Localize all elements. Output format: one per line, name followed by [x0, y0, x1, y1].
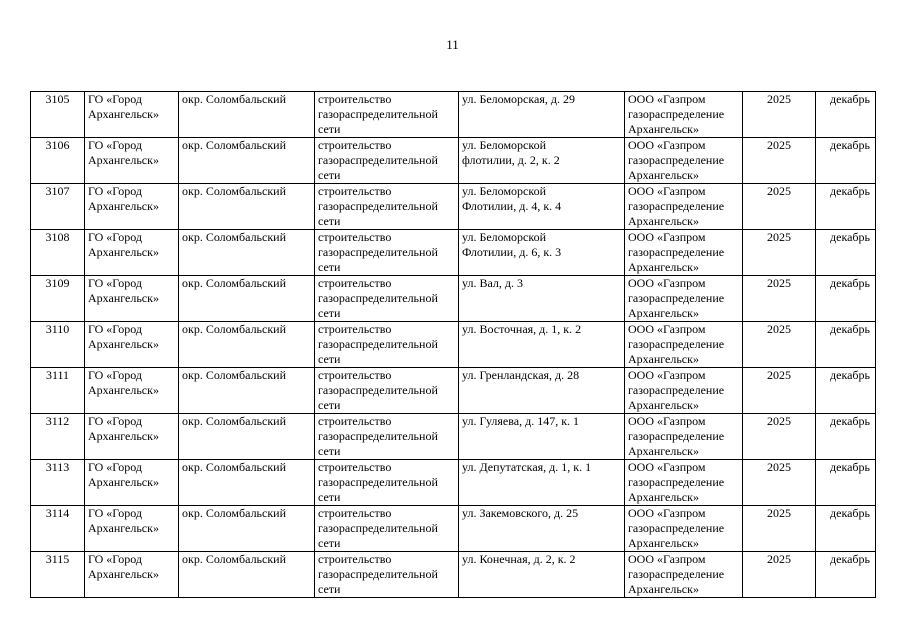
- district-cell: окр. Соломбальский: [179, 230, 315, 276]
- work-type-cell-line: сети: [318, 260, 341, 274]
- year-cell: 2025: [743, 276, 816, 322]
- row-number-cell: 3115: [31, 552, 85, 598]
- row-number-cell: 3114: [31, 506, 85, 552]
- work-type-cell-line: сети: [318, 214, 341, 228]
- organization-cell: [625, 184, 743, 230]
- municipality-cell: [85, 368, 179, 414]
- work-type-cell-line: строительство: [318, 414, 392, 428]
- address-cell: [459, 552, 625, 598]
- table-row: [31, 138, 876, 184]
- municipality-cell-line: ГО «Город: [88, 276, 142, 290]
- municipality-cell: [85, 506, 179, 552]
- work-type-cell-line: газораспределительной: [318, 199, 438, 213]
- year-cell: 2025: [743, 506, 816, 552]
- organization-cell-line: газораспределение: [628, 567, 725, 581]
- district-cell: окр. Соломбальский: [179, 460, 315, 506]
- work-type-cell-line: сети: [318, 536, 341, 550]
- organization-cell-line: Архангельск»: [628, 122, 699, 136]
- table-row: [31, 460, 876, 506]
- work-type-cell-line: строительство: [318, 184, 392, 198]
- organization-cell-line: ООО «Газпром: [628, 552, 706, 566]
- municipality-cell-line: Архангельск»: [88, 107, 159, 121]
- organization-cell-line: Архангельск»: [628, 214, 699, 228]
- organization-cell-line: ООО «Газпром: [628, 506, 706, 520]
- municipality-cell-line: ГО «Город: [88, 184, 142, 198]
- organization-cell-line: Архангельск»: [628, 168, 699, 182]
- table-row: [31, 414, 876, 460]
- table-row: [31, 322, 876, 368]
- work-type-cell-line: газораспределительной: [318, 567, 438, 581]
- municipality-cell-line: Архангельск»: [88, 245, 159, 259]
- month-cell: декабрь: [816, 414, 876, 460]
- address-cell: [459, 322, 625, 368]
- work-type-cell-line: сети: [318, 582, 341, 596]
- registry-table-body: [31, 92, 876, 598]
- address-cell: [459, 414, 625, 460]
- address-cell: [459, 368, 625, 414]
- month-cell: декабрь: [816, 460, 876, 506]
- year-cell: 2025: [743, 368, 816, 414]
- municipality-cell-line: Архангельск»: [88, 153, 159, 167]
- address-cell-line: ул. Гуляева, д. 147, к. 1: [462, 414, 580, 428]
- address-cell: [459, 230, 625, 276]
- work-type-cell: [315, 506, 459, 552]
- address-cell-line: ул. Гренландская, д. 28: [462, 368, 580, 382]
- municipality-cell-line: Архангельск»: [88, 429, 159, 443]
- organization-cell-line: Архангельск»: [628, 490, 699, 504]
- municipality-cell-line: Архангельск»: [88, 521, 159, 535]
- address-cell: [459, 506, 625, 552]
- district-cell: окр. Соломбальский: [179, 368, 315, 414]
- organization-cell-line: ООО «Газпром: [628, 368, 706, 382]
- address-cell-line: Флотилии, д. 6, к. 3: [462, 245, 562, 259]
- work-type-cell-line: строительство: [318, 460, 392, 474]
- table-row: [31, 92, 876, 138]
- work-type-cell: [315, 92, 459, 138]
- month-cell: декабрь: [816, 276, 876, 322]
- work-type-cell-line: газораспределительной: [318, 521, 438, 535]
- organization-cell-line: Архангельск»: [628, 444, 699, 458]
- municipality-cell-line: ГО «Город: [88, 230, 142, 244]
- address-cell: [459, 92, 625, 138]
- month-cell: декабрь: [816, 230, 876, 276]
- work-type-cell: [315, 138, 459, 184]
- district-cell: окр. Соломбальский: [179, 138, 315, 184]
- municipality-cell-line: Архангельск»: [88, 291, 159, 305]
- municipality-cell: [85, 322, 179, 368]
- registry-table: [30, 91, 876, 598]
- organization-cell-line: ООО «Газпром: [628, 414, 706, 428]
- row-number-cell: 3113: [31, 460, 85, 506]
- district-cell: окр. Соломбальский: [179, 506, 315, 552]
- address-cell: [459, 138, 625, 184]
- address-cell-line: Флотилии, д. 4, к. 4: [462, 199, 562, 213]
- organization-cell-line: Архангельск»: [628, 352, 699, 366]
- work-type-cell-line: газораспределительной: [318, 337, 438, 351]
- address-cell-line: ул. Беломорской: [462, 230, 546, 244]
- municipality-cell: [85, 552, 179, 598]
- row-number-cell: 3109: [31, 276, 85, 322]
- work-type-cell-line: сети: [318, 398, 341, 412]
- work-type-cell-line: строительство: [318, 552, 392, 566]
- work-type-cell-line: газораспределительной: [318, 153, 438, 167]
- district-cell: окр. Соломбальский: [179, 276, 315, 322]
- row-number-cell: 3108: [31, 230, 85, 276]
- work-type-cell: [315, 230, 459, 276]
- organization-cell: [625, 552, 743, 598]
- work-type-cell-line: сети: [318, 122, 341, 136]
- year-cell: 2025: [743, 92, 816, 138]
- municipality-cell: [85, 460, 179, 506]
- municipality-cell-line: ГО «Город: [88, 138, 142, 152]
- organization-cell-line: газораспределение: [628, 429, 725, 443]
- organization-cell-line: газораспределение: [628, 107, 725, 121]
- year-cell: 2025: [743, 230, 816, 276]
- table-row: [31, 506, 876, 552]
- work-type-cell: [315, 322, 459, 368]
- address-cell-line: ул. Конечная, д. 2, к. 2: [462, 552, 576, 566]
- work-type-cell-line: строительство: [318, 138, 392, 152]
- organization-cell-line: газораспределение: [628, 153, 725, 167]
- address-cell-line: ул. Беломорской: [462, 184, 546, 198]
- address-cell-line: ул. Депутатская, д. 1, к. 1: [462, 460, 592, 474]
- organization-cell-line: газораспределение: [628, 521, 725, 535]
- organization-cell-line: ООО «Газпром: [628, 230, 706, 244]
- work-type-cell-line: газораспределительной: [318, 429, 438, 443]
- organization-cell-line: ООО «Газпром: [628, 460, 706, 474]
- work-type-cell-line: газораспределительной: [318, 383, 438, 397]
- work-type-cell-line: строительство: [318, 368, 392, 382]
- work-type-cell: [315, 276, 459, 322]
- row-number-cell: 3112: [31, 414, 85, 460]
- month-cell: декабрь: [816, 92, 876, 138]
- table-row: [31, 230, 876, 276]
- municipality-cell-line: ГО «Город: [88, 322, 142, 336]
- address-cell-line: флотилии, д. 2, к. 2: [462, 153, 560, 167]
- municipality-cell-line: Архангельск»: [88, 199, 159, 213]
- organization-cell: [625, 138, 743, 184]
- year-cell: 2025: [743, 184, 816, 230]
- organization-cell: [625, 230, 743, 276]
- page-number: 11: [446, 37, 459, 52]
- municipality-cell-line: Архангельск»: [88, 567, 159, 581]
- organization-cell: [625, 460, 743, 506]
- work-type-cell-line: строительство: [318, 276, 392, 290]
- month-cell: декабрь: [816, 552, 876, 598]
- municipality-cell: [85, 414, 179, 460]
- address-cell-line: ул. Восточная, д. 1, к. 2: [462, 322, 582, 336]
- table-row: [31, 368, 876, 414]
- work-type-cell-line: газораспределительной: [318, 291, 438, 305]
- municipality-cell-line: Архангельск»: [88, 383, 159, 397]
- municipality-cell-line: ГО «Город: [88, 506, 142, 520]
- row-number-cell: 3111: [31, 368, 85, 414]
- year-cell: 2025: [743, 414, 816, 460]
- address-cell: [459, 184, 625, 230]
- organization-cell-line: ООО «Газпром: [628, 276, 706, 290]
- organization-cell-line: газораспределение: [628, 199, 725, 213]
- municipality-cell-line: ГО «Город: [88, 414, 142, 428]
- address-cell-line: ул. Беломорская, д. 29: [462, 92, 575, 106]
- municipality-cell-line: ГО «Город: [88, 368, 142, 382]
- municipality-cell: [85, 138, 179, 184]
- municipality-cell: [85, 276, 179, 322]
- work-type-cell-line: строительство: [318, 322, 392, 336]
- month-cell: декабрь: [816, 138, 876, 184]
- district-cell: окр. Соломбальский: [179, 184, 315, 230]
- work-type-cell-line: сети: [318, 444, 341, 458]
- organization-cell: [625, 322, 743, 368]
- year-cell: 2025: [743, 138, 816, 184]
- organization-cell-line: Архангельск»: [628, 306, 699, 320]
- municipality-cell-line: Архангельск»: [88, 337, 159, 351]
- organization-cell: [625, 368, 743, 414]
- organization-cell: [625, 506, 743, 552]
- municipality-cell: [85, 184, 179, 230]
- address-cell-line: ул. Закемовского, д. 25: [462, 506, 579, 520]
- table-row: [31, 184, 876, 230]
- organization-cell-line: газораспределение: [628, 337, 725, 351]
- organization-cell-line: Архангельск»: [628, 536, 699, 550]
- work-type-cell-line: строительство: [318, 230, 392, 244]
- work-type-cell-line: строительство: [318, 506, 392, 520]
- work-type-cell-line: газораспределительной: [318, 475, 438, 489]
- year-cell: 2025: [743, 322, 816, 368]
- work-type-cell: [315, 460, 459, 506]
- month-cell: декабрь: [816, 322, 876, 368]
- organization-cell-line: ООО «Газпром: [628, 322, 706, 336]
- organization-cell-line: газораспределение: [628, 383, 725, 397]
- district-cell: окр. Соломбальский: [179, 322, 315, 368]
- row-number-cell: 3106: [31, 138, 85, 184]
- table-row: [31, 552, 876, 598]
- work-type-cell-line: сети: [318, 306, 341, 320]
- year-cell: 2025: [743, 460, 816, 506]
- row-number-cell: 3107: [31, 184, 85, 230]
- organization-cell-line: ООО «Газпром: [628, 138, 706, 152]
- work-type-cell-line: сети: [318, 352, 341, 366]
- work-type-cell-line: газораспределительной: [318, 107, 438, 121]
- district-cell: окр. Соломбальский: [179, 552, 315, 598]
- municipality-cell-line: Архангельск»: [88, 475, 159, 489]
- work-type-cell-line: сети: [318, 168, 341, 182]
- municipality-cell-line: ГО «Город: [88, 552, 142, 566]
- work-type-cell: [315, 184, 459, 230]
- organization-cell-line: Архангельск»: [628, 398, 699, 412]
- organization-cell-line: ООО «Газпром: [628, 184, 706, 198]
- work-type-cell: [315, 368, 459, 414]
- work-type-cell: [315, 552, 459, 598]
- organization-cell-line: ООО «Газпром: [628, 92, 706, 106]
- row-number-cell: 3110: [31, 322, 85, 368]
- work-type-cell: [315, 414, 459, 460]
- work-type-cell-line: газораспределительной: [318, 245, 438, 259]
- organization-cell: [625, 92, 743, 138]
- address-cell: [459, 276, 625, 322]
- organization-cell-line: газораспределение: [628, 475, 725, 489]
- address-cell: [459, 460, 625, 506]
- organization-cell: [625, 276, 743, 322]
- address-cell-line: ул. Беломорской: [462, 138, 546, 152]
- organization-cell: [625, 414, 743, 460]
- district-cell: окр. Соломбальский: [179, 414, 315, 460]
- municipality-cell-line: ГО «Город: [88, 460, 142, 474]
- month-cell: декабрь: [816, 506, 876, 552]
- municipality-cell-line: ГО «Город: [88, 92, 142, 106]
- work-type-cell-line: сети: [318, 490, 341, 504]
- table-row: [31, 276, 876, 322]
- municipality-cell: [85, 92, 179, 138]
- address-cell-line: ул. Вал, д. 3: [462, 276, 523, 290]
- municipality-cell: [85, 230, 179, 276]
- organization-cell-line: газораспределение: [628, 245, 725, 259]
- month-cell: декабрь: [816, 184, 876, 230]
- organization-cell-line: Архангельск»: [628, 582, 699, 596]
- district-cell: окр. Соломбальский: [179, 92, 315, 138]
- month-cell: декабрь: [816, 368, 876, 414]
- row-number-cell: 3105: [31, 92, 85, 138]
- organization-cell-line: Архангельск»: [628, 260, 699, 274]
- organization-cell-line: газораспределение: [628, 291, 725, 305]
- year-cell: 2025: [743, 552, 816, 598]
- work-type-cell-line: строительство: [318, 92, 392, 106]
